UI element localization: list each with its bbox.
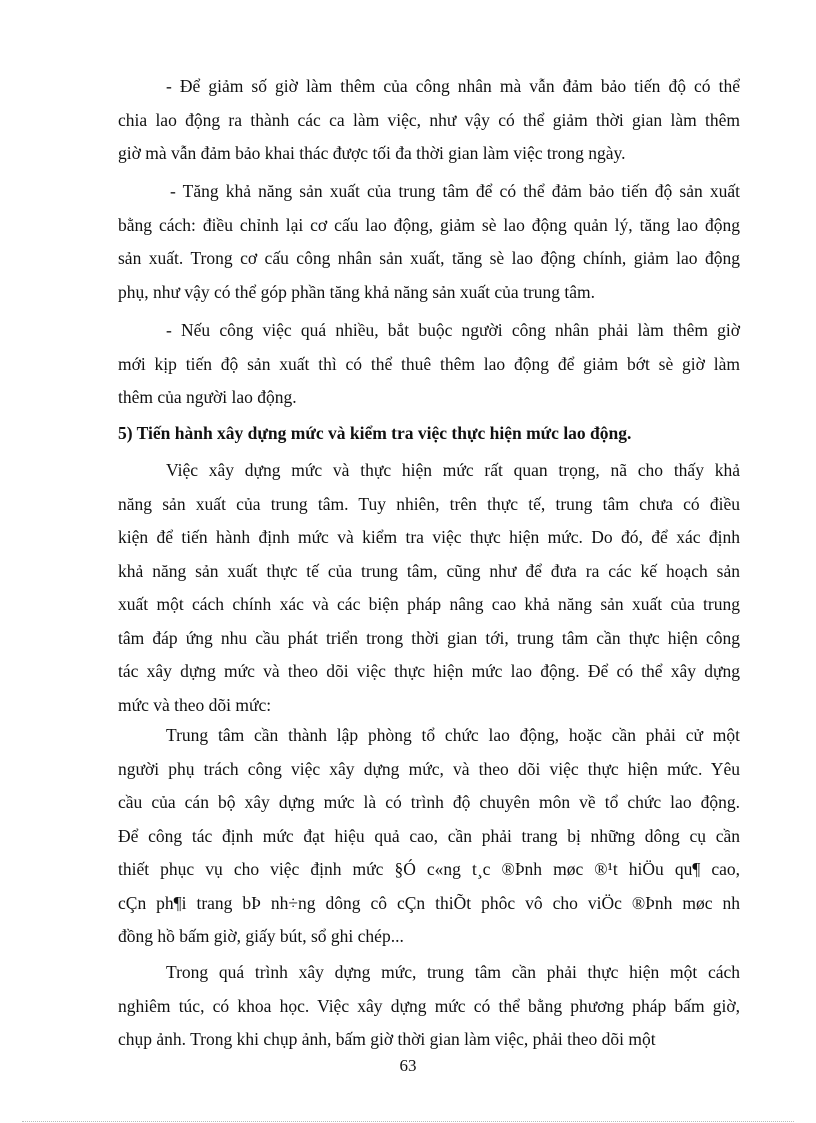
text-line: chụp ảnh. Trong khi chụp ảnh, bấm giờ thời gian làm việc, phải theo dõi một xyxy=(118,1029,656,1049)
paragraph-2 xyxy=(118,175,740,309)
paragraph-3 xyxy=(118,314,740,415)
page-number: 63 xyxy=(399,1056,417,1075)
text-line: mới kịp tiến độ sản xuất thì có thể thuê thêm lao động để giảm bớt sè giờ làm xyxy=(118,353,740,374)
text-line: Trung tâm cần thành lập phòng tổ chức lao động, hoặc cần phải cử một xyxy=(166,725,740,745)
body-paragraph-2 xyxy=(118,719,740,954)
text-line: đồng hồ bấm giờ, giấy bút, sổ ghi chép... xyxy=(118,926,404,946)
text-line: phụ, như vậy có thể góp phần tăng khả năng sản xuất của trung tâm. xyxy=(118,281,596,302)
text-line: mức và theo dõi mức: xyxy=(118,694,272,715)
text-line: người phụ trách công việc xây dựng mức, và theo dõi việc thực hiện mức. Yêu xyxy=(118,758,740,779)
text-line: - Tăng khả năng sản xuất của trung tâm để có thể đảm bảo tiến độ sản xuất xyxy=(170,181,740,201)
text-line: chia lao động ra thành các ca làm việc, như vậy có thể giảm thời gian làm thêm xyxy=(118,109,740,130)
text-line: nghiêm túc, có khoa học. Việc xây dựng mức có thể bằng phương pháp bấm giờ, xyxy=(118,995,740,1016)
text-line: Việc xây dựng mức và thực hiện mức rất quan trọng, nã cho thấy khả xyxy=(166,460,740,480)
text-line: thêm của người lao động. xyxy=(118,387,297,407)
text-line: tác xây dựng mức và theo dõi việc thực hiện mức lao động. Để có thể xây dựng xyxy=(118,661,740,681)
paragraph-1 xyxy=(118,70,740,171)
text-line: Trong quá trình xây dựng mức, trung tâm cần phải thực hiện một cách xyxy=(166,962,740,982)
text-line: cÇn ph¶i trang bÞ nh÷ng dông cô cÇn thiÕt phôc vô cho viÖc ®Þnh møc nh xyxy=(118,892,740,913)
text-line: năng sản xuất của trung tâm. Tuy nhiên, trên thực tế, trung tâm chưa có điều xyxy=(118,493,740,514)
text-line: giờ mà vẫn đảm bảo khai thác được tối đa thời gian làm việc trong ngày. xyxy=(118,143,626,163)
text-line: khả năng sản xuất thực tế của trung tâm, cũng như để đưa ra các kế hoạch sản xyxy=(118,560,740,581)
text-line: Để công tác định mức đạt hiệu quả cao, cần phải trang bị những dông cụ cần xyxy=(118,825,740,846)
text-line: kiện để tiến hành định mức và kiểm tra việc thực hiện mức. Do đó, để xác định xyxy=(118,527,740,547)
body-paragraph-3 xyxy=(118,956,740,1057)
text-line: bằng cách: điều chỉnh lại cơ cấu lao động, giảm sè lao động quản lý, tăng lao động xyxy=(118,214,740,235)
text-line: tâm đáp ứng nhu cầu phát triển trong thời gian tới, trung tâm cần thực hiện công xyxy=(118,627,740,648)
text-line: - Nếu công việc quá nhiều, bắt buộc người công nhân phải làm thêm giờ xyxy=(166,320,740,340)
text-line: xuất một cách chính xác và các biện pháp nâng cao khả năng sản xuất của trung xyxy=(118,594,740,614)
body-paragraph-1 xyxy=(118,454,740,722)
text-line: cầu của cán bộ xây dựng mức là có trình độ chuyên môn về tổ chức lao động. xyxy=(118,792,740,812)
section-heading: 5) Tiến hành xây dựng mức và kiểm tra việc thực hiện mức lao động. xyxy=(118,423,632,443)
text-line: - Để giảm số giờ làm thêm của công nhân mà vẫn đảm bảo tiến độ có thể xyxy=(166,76,740,96)
text-line: sản xuất. Trong cơ cấu công nhân sản xuất, tăng sè lao động chính, giảm lao động xyxy=(118,248,740,268)
page-bottom-divider xyxy=(22,1121,794,1122)
text-line: thiết phục vụ cho việc định mức §Ó c«ng t¸c ®Þnh møc ®¹t hiÖu qu¶ cao, xyxy=(118,859,740,879)
